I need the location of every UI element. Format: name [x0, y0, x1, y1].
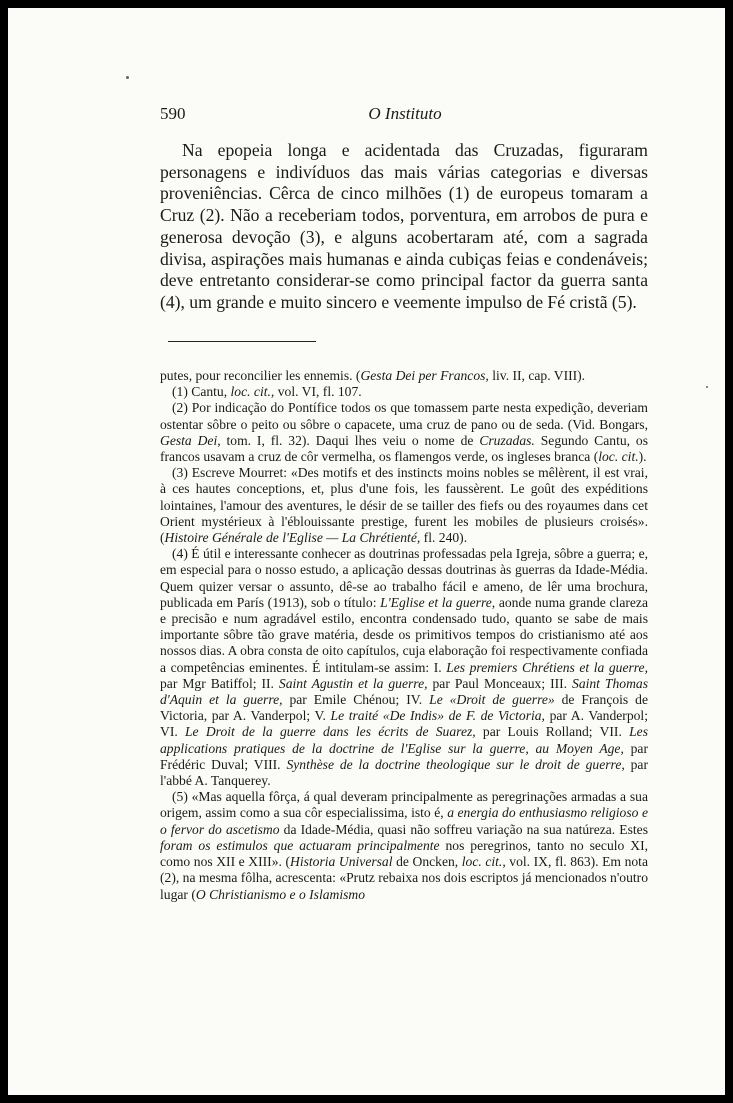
- footnotes: [160, 368, 648, 903]
- footnote-continuation: putes, pour reconcilier les ennemis. (Gesta Dei per Francos, liv. II, cap. VIII).: [160, 368, 586, 383]
- main-paragraph-text: Na epopeia longa e acidentada das Cruzadas, figuraram personagens e indivíduos das mais várias categorias e diversas proveniências. Cêrca de cinco milhões (1) de europeus tomaram a Cruz (2). Não a receberiam todos, porventura, em arrobos de pura e generosa devoção (3), e alguns acobertaram até, com a sagrada divisa, aspirações mais humanas e ainda cubiças feias e condenáveis; deve entretanto considerar-se como principal factor da guerra santa (4), um grande e muito sincero e veemente impulso de Fé cristã (5).: [160, 140, 648, 312]
- running-head: [160, 104, 620, 126]
- scan-speck: [126, 76, 129, 79]
- page-number: 590: [160, 104, 186, 123]
- footnote-separator: [168, 341, 316, 342]
- footnote-2: (2) Por indicação do Pontífice todos os que tomassem parte nesta expedição, deveriam ostentar sôbre o peito ou sôbre o capacete, uma cruz de pano ou de seda. (Vid. Bongars, Gesta Dei, tom. I, fl. 32). Daqui lhes veiu o nome de Cruzadas. Segundo Cantu, os francos usavam a cruz de côr vermelha, os flamengos verde, os ingleses branca (loc. cit.).: [160, 400, 649, 465]
- footnote-5: (5) «Mas aquella fôrça, á qual deveram principalmente as peregrinações armadas a sua origem, assim como a sua côr especialissima, isto é, a energia do enthusiasmo religioso e o fervor do ascetismo da Idade-Média, quasi não soffreu variação na sua natúreza. Estes foram os estimulos que actuaram principalmente nos peregrinos, tanto no seculo XI, como nos XII e XIII». (Historia Universal de Oncken, loc. cit., vol. IX, fl. 863). Em nota (2), na mesma fôlha, acrescenta: «Prutz rebaixa nos dois escriptos já mencionados n'outro lugar (O Christianismo e o Islamismo: [160, 789, 649, 902]
- book-page: [8, 8, 725, 1095]
- journal-title: O Instituto: [368, 104, 442, 123]
- footnote-1: (1) Cantu, loc. cit., vol. VI, fl. 107.: [172, 384, 362, 400]
- scan-speck: [706, 386, 708, 388]
- main-paragraph: [160, 140, 648, 314]
- footnote-3: (3) Escreve Mourret: «Des motifs et des instincts moins nobles se mêlèrent, il est vrai, à ces hautes conceptions, et, plus d'une fois, les faussèrent. Le goût des expéditions lointaines, l'amour des aventures, le désir de se tailler des fiefs ou des royaumes dans cet Orient mystérieux à l'éblouissante prestige, furent les mobiles de plusieurs croisés». (Histoire Générale de l'Eglise — La Chrétienté, fl. 240).: [160, 465, 648, 546]
- footnote-4: (4) É útil e interessante conhecer as doutrinas professadas pela Igreja, sôbre a guerra; e, em especial para o nosso estudo, a aplicação dessas doutrinas às guerras da Idade-Média. Quem quizer versar o assunto, dê-se ao trabalho fácil e ameno, de lêr uma brochura, publicada em París (1913), sob o título: L'Eglise et la guerre, aonde numa grande clareza e precisão e num agradável estilo, encontra condensado tudo, quanto se sabe de mais importante sôbre tão grave matéria, desde os primitivos tempos do cristianismo até aos nossos dias. A obra consta de oito capítulos, cuja elaboração foi respectivamente confiada a competências eminentes. É intitulam-se assim: I. Les premiers Chrétiens et la guerre, par Mgr Batiffol; II. Saint Agustin et la guerre, par Paul Monceaux; III. Saint Thomas d'Aquin et la guerre, par Emile Chénou; IV. Le «Droit de guerre» de François de Victoria, par A. Vanderpol; V. Le traité «De Indis» de F. de Victoria, par A. Vanderpol; VI. Le Droit de la guerre dans les écrits de Suarez, par Louis Rolland; VII. Les applications pratiques de la doctrine de l'Eglise sur la guerre, au Moyen Age, par Frédéric Duval; VIII. Synthèse de la doctrine theologique sur le droit de guerre, par l'abbé A. Tanquerey.: [160, 546, 648, 789]
